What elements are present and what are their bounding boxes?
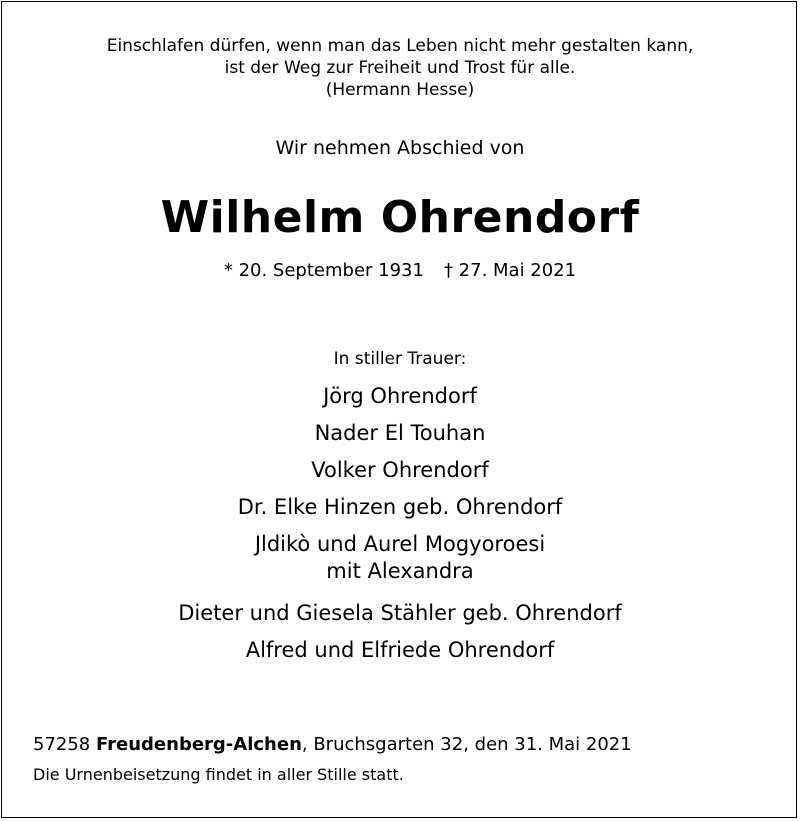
- mourner-name: Nader El Touhan: [314, 421, 486, 445]
- location-name: Freudenberg-Alchen: [96, 734, 302, 755]
- quote-block: [0, 35, 800, 101]
- mourners-list: [0, 378, 800, 669]
- birth-date: * 20. September 1931: [223, 260, 424, 281]
- quote-line-2: ist der Weg zur Freiheit und Trost für alle.: [224, 58, 576, 78]
- burial-note: Die Urnenbeisetzung findet in aller Stille statt.: [33, 765, 404, 784]
- mourner-name: Dr. Elke Hinzen geb. Ohrendorf: [237, 495, 563, 519]
- death-date: † 27. Mai 2021: [443, 260, 577, 281]
- mourner-name: Jörg Ohrendorf: [323, 384, 477, 408]
- mourner-name: mit Alexandra: [326, 559, 474, 583]
- quote-author: (Hermann Hesse): [325, 80, 475, 100]
- location-date-line: [33, 732, 632, 758]
- quote-line-1: Einschlafen dürfen, wenn man das Leben nicht mehr gestalten kann,: [106, 36, 694, 56]
- mourner-name: Volker Ohrendorf: [311, 458, 489, 482]
- life-dates: [0, 258, 800, 284]
- mourner-name: Alfred und Elfriede Ohrendorf: [245, 638, 555, 662]
- address-date: , Bruchsgarten 32, den 31. Mai 2021: [301, 734, 632, 755]
- mourner-name: Dieter und Giesela Stähler geb. Ohrendorf: [178, 601, 622, 625]
- mourner-name: Jldikò und Aurel Mogyoroesi: [254, 532, 546, 556]
- postal-code: 57258: [33, 734, 91, 755]
- deceased-name: Wilhelm Ohrendorf: [160, 192, 640, 243]
- intro-text: Wir nehmen Abschied von: [275, 137, 525, 159]
- mourning-heading: In stiller Trauer:: [333, 349, 467, 369]
